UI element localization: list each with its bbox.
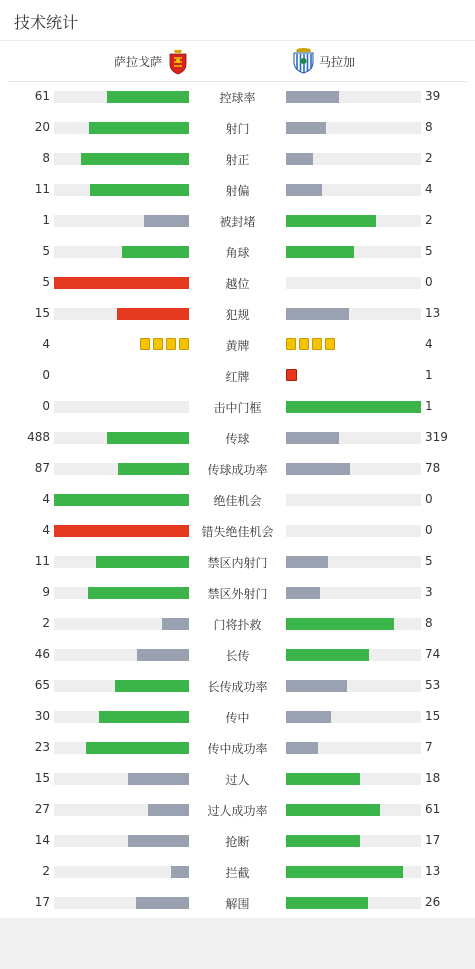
stat-label: 控球率	[219, 91, 256, 105]
stat-label: 长传成功率	[207, 680, 268, 694]
away-bar-track	[286, 835, 421, 847]
stat-label: 绝佳机会	[213, 494, 262, 508]
away-bar	[286, 680, 347, 692]
yellow-card-icon	[299, 338, 309, 350]
home-value: 27	[34, 802, 50, 816]
stat-row	[0, 422, 475, 453]
red-card-icon	[286, 369, 297, 381]
home-value: 2	[42, 864, 50, 878]
home-bar	[136, 897, 189, 909]
home-bar	[118, 463, 189, 475]
away-value: 13	[425, 864, 441, 878]
home-bar	[54, 525, 189, 537]
away-value: 4	[425, 337, 433, 351]
stat-label: 长传	[225, 649, 250, 663]
away-value: 74	[425, 647, 441, 661]
stat-row	[0, 298, 475, 329]
away-value: 3	[425, 585, 433, 599]
away-bar-track	[286, 277, 421, 289]
away-value: 61	[425, 802, 441, 816]
stat-label: 角球	[225, 246, 250, 260]
away-bar-track	[286, 401, 421, 413]
home-value: 61	[34, 89, 50, 103]
away-value: 1	[425, 399, 433, 413]
away-bar	[286, 122, 326, 134]
away-value: 53	[425, 678, 441, 692]
home-value: 4	[42, 523, 50, 537]
home-bar-track	[54, 277, 189, 289]
home-bar	[107, 432, 189, 444]
stat-label: 错失绝佳机会	[201, 525, 274, 539]
away-bar-track	[286, 649, 421, 661]
stat-label: 过人	[225, 773, 250, 787]
away-bar-track	[286, 91, 421, 103]
away-value: 1	[425, 368, 433, 382]
stat-label: 射偏	[225, 184, 250, 198]
stat-label: 禁区内射门	[207, 556, 268, 570]
away-value: 2	[425, 151, 433, 165]
home-value: 15	[34, 771, 50, 785]
away-bar-track	[286, 897, 421, 909]
stat-row	[0, 825, 475, 856]
home-bar-track	[54, 122, 189, 134]
away-bar-track	[286, 308, 421, 320]
teams-header	[0, 41, 475, 81]
away-bar	[286, 711, 331, 723]
home-value: 4	[42, 337, 50, 351]
home-bar	[86, 742, 190, 754]
home-bar	[90, 184, 189, 196]
home-bar	[89, 122, 189, 134]
home-bar-track	[54, 91, 189, 103]
away-bar-track	[286, 153, 421, 165]
home-value: 488	[27, 430, 50, 444]
stat-row	[0, 267, 475, 298]
stat-row	[0, 608, 475, 639]
stat-row	[0, 81, 475, 112]
home-bar-track	[54, 618, 189, 630]
home-value: 5	[42, 244, 50, 258]
stat-label: 禁区外射门	[207, 587, 268, 601]
stat-row	[0, 236, 475, 267]
home-bar	[96, 556, 189, 568]
stat-row	[0, 794, 475, 825]
home-bar-track	[54, 432, 189, 444]
away-value: 5	[425, 244, 433, 258]
home-value: 2	[42, 616, 50, 630]
stat-row	[0, 391, 475, 422]
away-value: 26	[425, 895, 441, 909]
yellow-card-icon	[153, 338, 163, 350]
away-bar	[286, 432, 339, 444]
away-value: 4	[425, 182, 433, 196]
home-value: 15	[34, 306, 50, 320]
home-bar-track	[54, 587, 189, 599]
home-bar	[117, 308, 189, 320]
away-bar-track	[286, 587, 421, 599]
away-bar-track	[286, 494, 421, 506]
away-value: 0	[425, 523, 433, 537]
stat-label: 黄牌	[225, 339, 250, 353]
stat-row	[0, 763, 475, 794]
home-team-name[interactable]: 萨拉戈萨	[113, 55, 162, 69]
away-value: 18	[425, 771, 441, 785]
stat-label: 射门	[225, 122, 250, 136]
stat-row	[0, 515, 475, 546]
away-bar-track	[286, 618, 421, 630]
away-bar	[286, 556, 328, 568]
away-bar	[286, 866, 403, 878]
home-bar	[171, 866, 189, 878]
away-bar-track	[286, 804, 421, 816]
home-bar	[54, 277, 189, 289]
stat-label: 门将扑救	[213, 618, 262, 632]
home-value: 11	[34, 182, 50, 196]
home-value: 0	[42, 368, 50, 382]
away-value: 8	[425, 120, 433, 134]
away-value: 0	[425, 275, 433, 289]
away-value: 8	[425, 616, 433, 630]
home-bar	[88, 587, 189, 599]
home-value: 20	[34, 120, 50, 134]
away-value: 17	[425, 833, 441, 847]
away-bar-track	[286, 184, 421, 196]
home-bar	[107, 91, 189, 103]
yellow-card-icon	[325, 338, 335, 350]
home-value: 11	[34, 554, 50, 568]
home-value: 17	[34, 895, 50, 909]
away-bar	[286, 897, 368, 909]
away-bar	[286, 401, 421, 413]
home-bar	[162, 618, 189, 630]
away-bar-track	[286, 432, 421, 444]
stat-label: 传中	[225, 711, 250, 725]
away-cards	[286, 338, 335, 350]
away-bar-track	[286, 122, 421, 134]
home-bar-track	[54, 804, 189, 816]
home-bar	[99, 711, 189, 723]
yellow-card-icon	[312, 338, 322, 350]
home-value: 1	[42, 213, 50, 227]
home-bar-track	[54, 742, 189, 754]
away-bar	[286, 773, 360, 785]
away-bar	[286, 804, 380, 816]
yellow-card-icon	[179, 338, 189, 350]
away-value: 13	[425, 306, 441, 320]
stat-label: 传球	[225, 432, 250, 446]
stat-row	[0, 887, 475, 918]
stat-label: 越位	[225, 277, 250, 291]
yellow-card-icon	[286, 338, 296, 350]
home-value: 9	[42, 585, 50, 599]
stat-row	[0, 174, 475, 205]
home-bar	[137, 649, 189, 661]
home-bar-track	[54, 494, 189, 506]
away-bar-track	[286, 463, 421, 475]
away-bar	[286, 184, 322, 196]
away-value: 2	[425, 213, 433, 227]
away-bar-track	[286, 246, 421, 258]
home-bar-track	[54, 308, 189, 320]
away-value: 0	[425, 492, 433, 506]
home-value: 0	[42, 399, 50, 413]
home-bar-track	[54, 246, 189, 258]
away-bar	[286, 246, 354, 258]
home-bar	[54, 494, 189, 506]
home-bar-track	[54, 215, 189, 227]
yellow-card-icon	[140, 338, 150, 350]
home-bar	[148, 804, 189, 816]
home-bar	[128, 773, 189, 785]
away-bar	[286, 742, 318, 754]
stat-row	[0, 856, 475, 887]
home-value: 23	[34, 740, 50, 754]
home-bar-track	[54, 866, 189, 878]
stat-row	[0, 112, 475, 143]
home-value: 87	[34, 461, 50, 475]
home-value: 30	[34, 709, 50, 723]
home-bar	[115, 680, 189, 692]
away-value: 78	[425, 461, 441, 475]
stat-label: 被封堵	[219, 215, 256, 229]
away-value: 39	[425, 89, 441, 103]
stat-label: 传中成功率	[207, 742, 268, 756]
away-bar	[286, 153, 313, 165]
home-bar	[81, 153, 189, 165]
home-bar-track	[54, 184, 189, 196]
home-cards	[140, 338, 189, 350]
home-bar-track	[54, 401, 189, 413]
away-bar-track	[286, 711, 421, 723]
home-bar-track	[54, 680, 189, 692]
home-bar-track	[54, 773, 189, 785]
home-value: 8	[42, 151, 50, 165]
home-bar-track	[54, 153, 189, 165]
stat-label: 过人成功率	[207, 804, 268, 818]
stat-label: 解围	[225, 897, 250, 911]
away-value: 7	[425, 740, 433, 754]
away-bar	[286, 587, 320, 599]
stat-row	[0, 205, 475, 236]
stat-row	[0, 701, 475, 732]
stat-row	[0, 360, 475, 391]
away-value: 15	[425, 709, 441, 723]
stat-label: 击中门框	[213, 401, 262, 415]
home-bar	[122, 246, 190, 258]
away-bar	[286, 835, 360, 847]
away-bar	[286, 649, 369, 661]
away-team-crest-icon[interactable]	[291, 48, 316, 74]
home-value: 5	[42, 275, 50, 289]
away-bar-track	[286, 866, 421, 878]
away-bar	[286, 618, 394, 630]
away-bar	[286, 91, 339, 103]
stat-row	[0, 577, 475, 608]
yellow-card-icon	[166, 338, 176, 350]
home-bar-track	[54, 835, 189, 847]
away-bar-track	[286, 215, 421, 227]
stat-label: 传球成功率	[207, 463, 268, 477]
stat-label: 拦截	[225, 866, 250, 880]
away-bar	[286, 308, 349, 320]
stat-row	[0, 670, 475, 701]
home-bar	[128, 835, 189, 847]
away-value: 319	[425, 430, 448, 444]
home-value: 65	[34, 678, 50, 692]
home-bar-track	[54, 556, 189, 568]
away-bar	[286, 463, 350, 475]
home-value: 14	[34, 833, 50, 847]
stat-row	[0, 453, 475, 484]
home-bar-track	[54, 897, 189, 909]
home-bar-track	[54, 525, 189, 537]
stat-row	[0, 484, 475, 515]
stat-row	[0, 546, 475, 577]
stat-label: 犯规	[225, 308, 250, 322]
away-value: 5	[425, 554, 433, 568]
away-cards	[286, 369, 297, 381]
away-bar-track	[286, 742, 421, 754]
home-bar	[144, 215, 189, 227]
home-value: 46	[34, 647, 50, 661]
stat-row	[0, 143, 475, 174]
away-bar-track	[286, 680, 421, 692]
home-bar-track	[54, 711, 189, 723]
home-team-crest-icon[interactable]	[168, 49, 188, 75]
stat-label: 射正	[225, 153, 250, 167]
away-bar-track	[286, 773, 421, 785]
home-bar-track	[54, 649, 189, 661]
away-bar-track	[286, 525, 421, 537]
stat-label: 抢断	[225, 835, 250, 849]
away-bar	[286, 215, 376, 227]
stat-label: 红牌	[225, 370, 250, 384]
stat-row	[0, 639, 475, 670]
stat-row	[0, 329, 475, 360]
away-team-name[interactable]: 马拉加	[319, 55, 356, 69]
home-bar-track	[54, 463, 189, 475]
page-title: 技术统计	[14, 13, 79, 32]
stat-row	[0, 732, 475, 763]
stats-list	[0, 81, 475, 918]
home-value: 4	[42, 492, 50, 506]
away-bar-track	[286, 556, 421, 568]
